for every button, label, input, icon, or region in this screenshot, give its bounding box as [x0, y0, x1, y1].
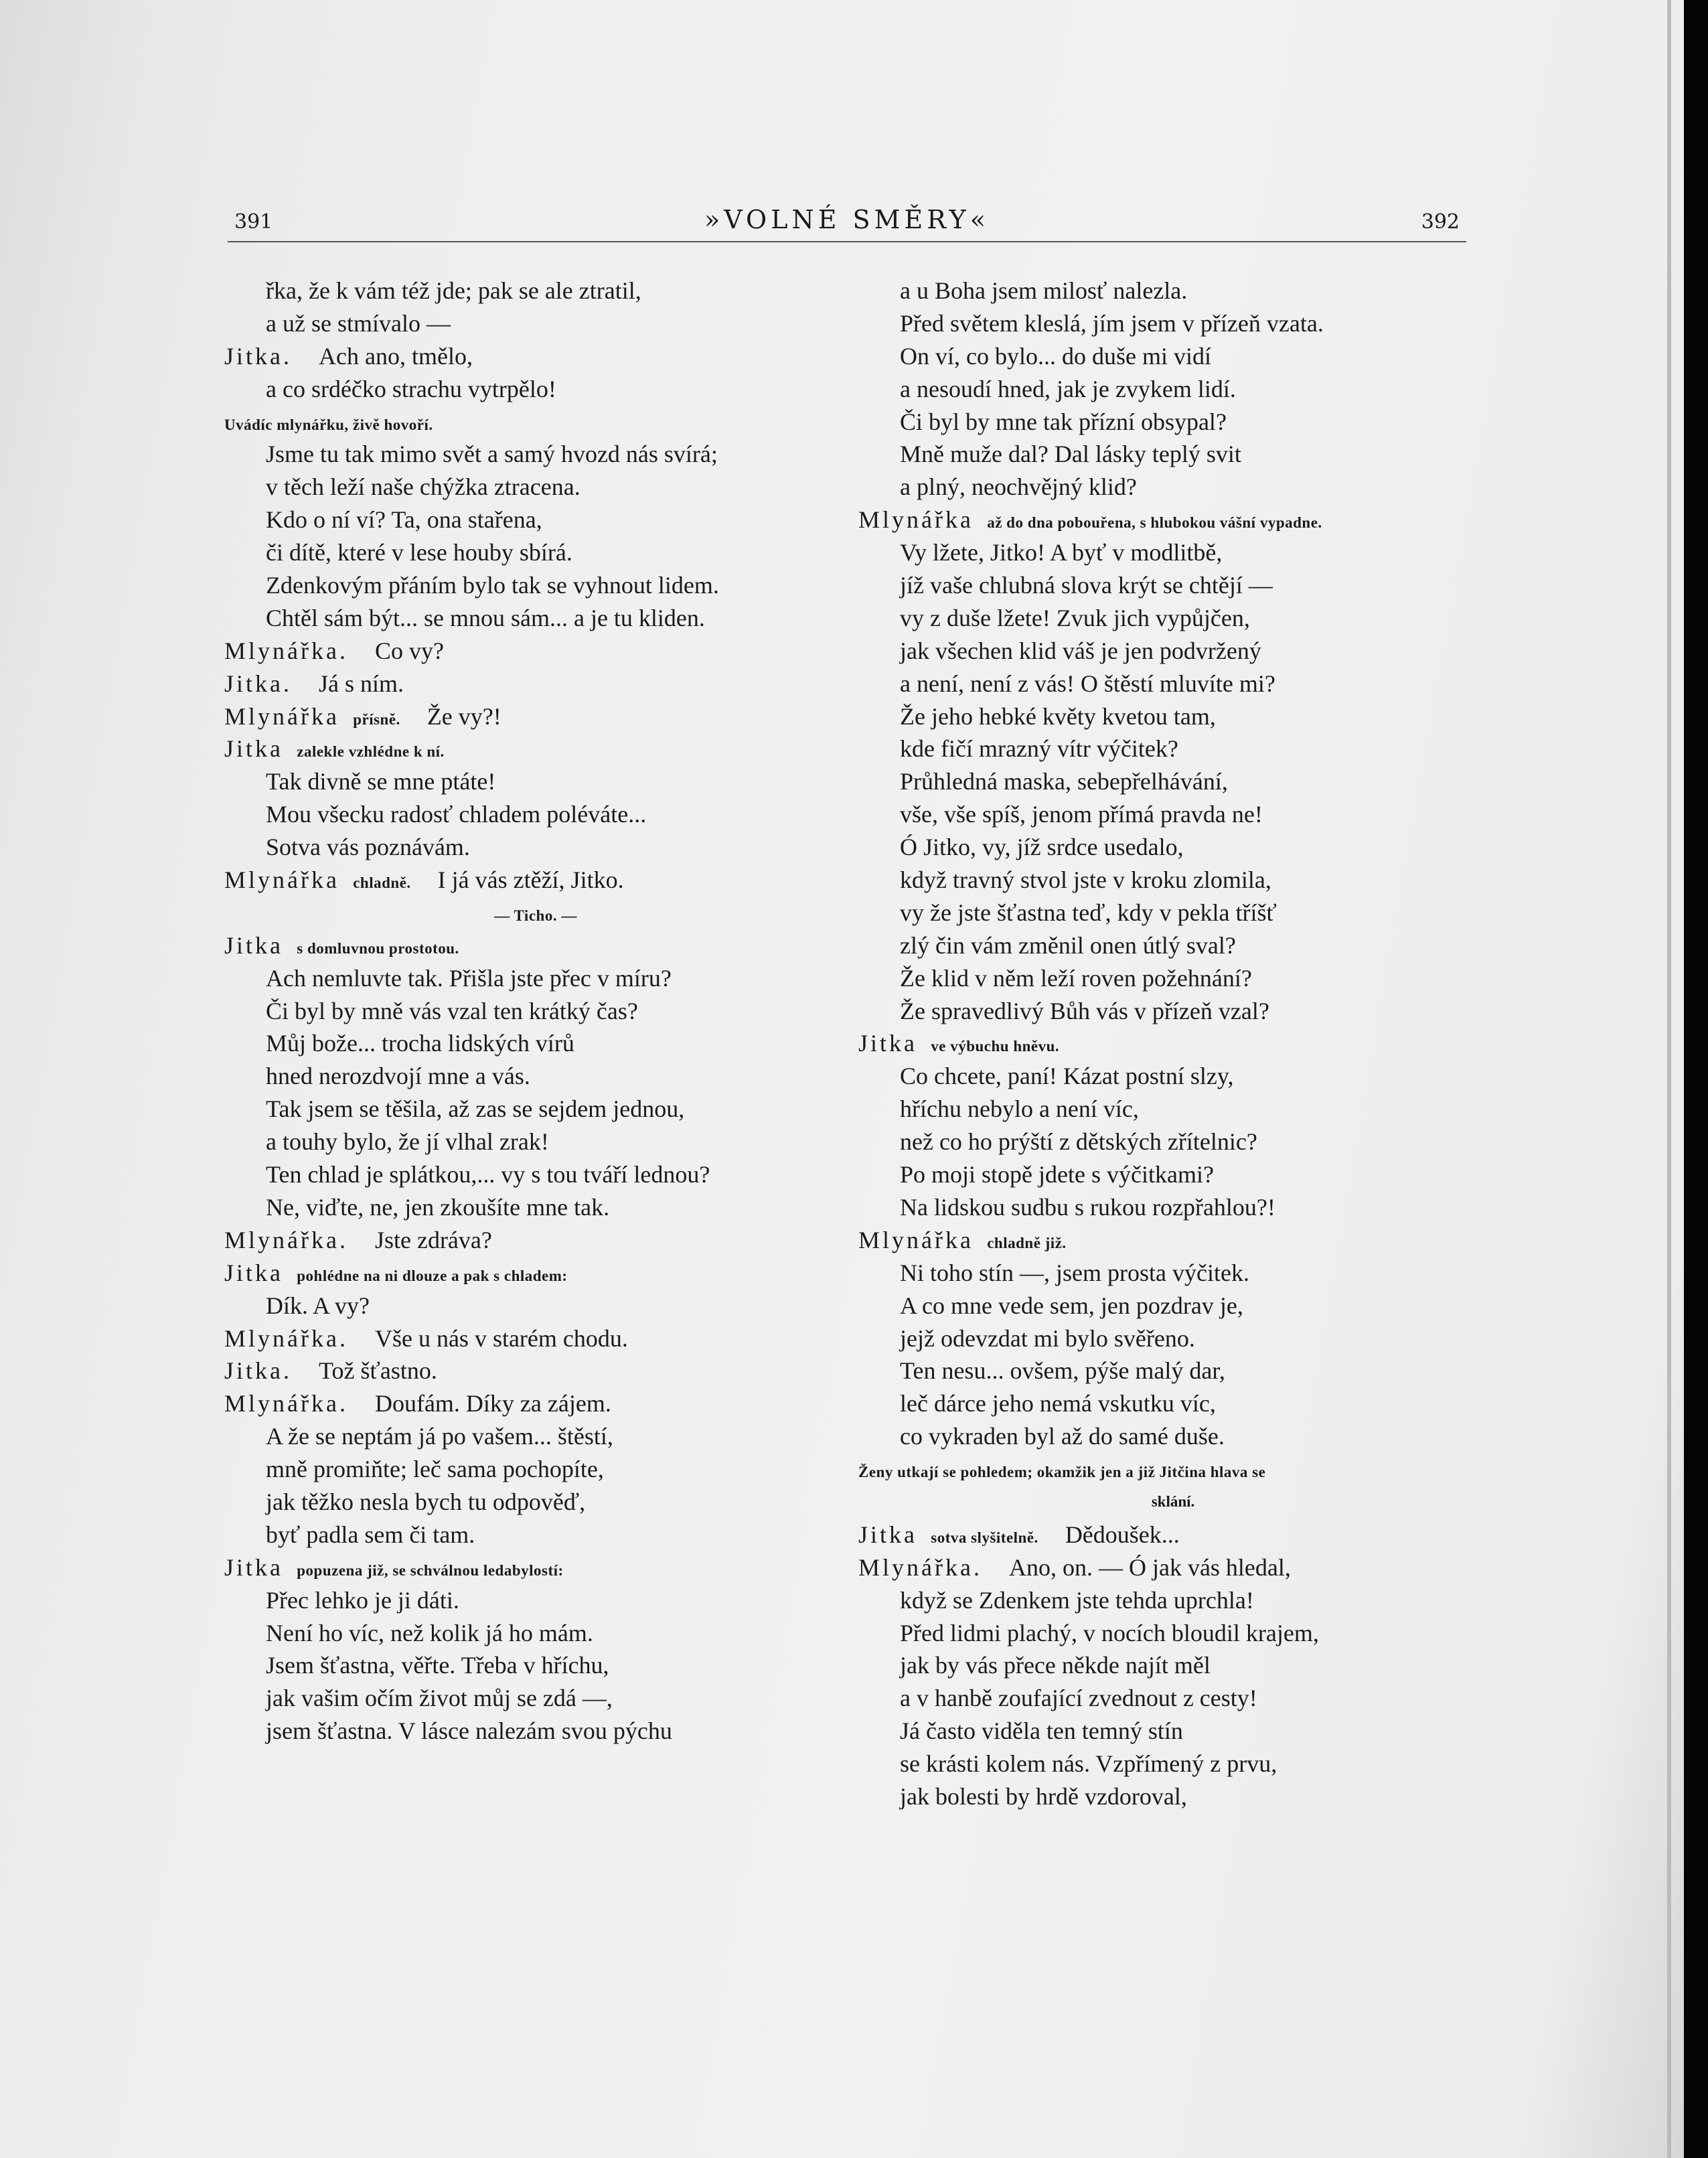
text-line: [858, 1290, 1488, 1322]
text-line: [858, 340, 1488, 373]
verse-text: Kdo o ní ví? Ta, ona stařena,: [266, 506, 542, 534]
verse-text: Ach ano, tmělo,: [319, 342, 473, 370]
text-line: [224, 1420, 847, 1453]
text-line: [224, 765, 847, 798]
text-line: [858, 1486, 1488, 1519]
verse-text: Co vy?: [374, 637, 444, 664]
text-line: [858, 1322, 1488, 1355]
verse-text: řka, že k vám též jde; pak se ale ztratil,: [266, 277, 641, 304]
text-line: [224, 1486, 847, 1519]
text-line: [858, 635, 1488, 668]
speaker-name: Mlynářka: [858, 1226, 974, 1253]
text-line: [224, 1290, 847, 1322]
text-line: [224, 1519, 847, 1551]
speaker-name: Mlynářka: [858, 506, 974, 534]
verse-text: Ano, on. — Ó jak vás hledal,: [1008, 1553, 1291, 1581]
speaker-name: Jitka: [858, 1521, 917, 1548]
verse-text: a u Boha jsem milosť nalezla.: [900, 277, 1188, 304]
verse-text: Já často viděla ten temný stín: [900, 1717, 1183, 1745]
text-line: [858, 1060, 1488, 1093]
text-line: [858, 1715, 1488, 1748]
text-line: [858, 831, 1488, 864]
text-line: [224, 307, 847, 340]
text-line: [858, 1617, 1488, 1650]
text-line: [224, 1682, 847, 1715]
text-line: [858, 1551, 1488, 1584]
text-line: [858, 897, 1488, 929]
right-column: [858, 275, 1488, 1813]
text-line: [858, 536, 1488, 569]
text-line: [858, 504, 1488, 536]
text-line: [224, 962, 847, 995]
text-line: [858, 1093, 1488, 1126]
text-line: [858, 1780, 1488, 1813]
verse-text: Jsem šťastna, věřte. Třeba v hříchu,: [266, 1652, 609, 1679]
verse-text: On ví, co bylo... do duše mi vidí: [900, 342, 1211, 370]
stage-direction: popuzena již, se schválnou ledabylostí:: [293, 1561, 564, 1579]
speaker-name: Mlynářka.: [858, 1553, 982, 1581]
verse-text: hned nerozdvojí mne a vás.: [266, 1063, 530, 1090]
verse-text: jíž vaše chlubná slova krýt se chtějí —: [900, 572, 1273, 599]
text-line: [858, 765, 1488, 798]
verse-text: Že klid v něm leží roven požehnání?: [900, 964, 1252, 992]
verse-text: Ach nemluvte tak. Přišla jste přec v míru?: [266, 964, 672, 992]
verse-text: Ni toho stín —, jsem prosta výčitek.: [900, 1259, 1249, 1286]
verse-text: jejž odevzdat mi bylo svěřeno.: [900, 1324, 1195, 1352]
verse-text: I já vás ztěží, Jitko.: [437, 866, 624, 894]
stage-direction: chladně.: [348, 874, 411, 892]
stage-direction: s domluvnou prostotou.: [293, 939, 459, 957]
text-line: [858, 864, 1488, 897]
stage-direction: chladně již.: [982, 1234, 1067, 1251]
verse-text: A co mne vede sem, jen pozdrav je,: [900, 1292, 1243, 1319]
text-line: [224, 1158, 847, 1191]
text-line: [224, 1715, 847, 1748]
stage-direction: ve výbuchu hněvu.: [927, 1038, 1060, 1055]
text-line: [858, 1158, 1488, 1191]
text-line: [224, 1126, 847, 1158]
text-line: [858, 1387, 1488, 1420]
speaker-name: Mlynářka.: [224, 637, 348, 664]
verse-text: mně promiňte; leč sama pochopíte,: [266, 1456, 604, 1483]
text-line: [224, 1551, 847, 1584]
verse-text: Na lidskou sudbu s rukou rozpřahlou?!: [900, 1193, 1275, 1221]
verse-text: co vykraden byl až do samé duše.: [900, 1423, 1225, 1450]
verse-text: Mně muže dal? Dal lásky teplý svit: [900, 441, 1241, 468]
verse-text: a nesoudí hned, jak je zvykem lidí.: [900, 375, 1236, 402]
verse-text: než co ho prýští z dětských zřítelnic?: [900, 1128, 1257, 1156]
verse-text: Tak jsem se těšila, až zas se sejdem jednou,: [266, 1095, 685, 1123]
verse-text: Dědoušek...: [1065, 1521, 1180, 1548]
verse-text: kde fičí mrazný vítr výčitek?: [900, 735, 1178, 763]
text-line: [858, 406, 1488, 439]
text-line: [858, 1420, 1488, 1453]
verse-text: leč dárce jeho nemá vskutku víc,: [900, 1390, 1216, 1417]
verse-text: Po moji stopě jdete s výčitkami?: [900, 1161, 1214, 1188]
verse-text: Můj bože... trocha lidských vírů: [266, 1030, 574, 1057]
verse-text: Tož šťastno.: [319, 1357, 437, 1385]
text-line: [858, 1191, 1488, 1224]
speaker-name: Mlynářka: [224, 702, 339, 730]
text-line: [224, 864, 847, 897]
text-line: [224, 1617, 847, 1650]
verse-text: Ó Jitko, vy, jíž srdce usedalo,: [900, 834, 1184, 861]
text-line: [224, 1257, 847, 1290]
left-column: [224, 275, 847, 1748]
verse-text: Že spravedlivý Bůh vás v přízeň vzal?: [900, 997, 1269, 1024]
text-line: [858, 1682, 1488, 1715]
text-line: [224, 733, 847, 765]
text-line: [858, 1748, 1488, 1780]
text-line: [224, 897, 847, 929]
text-line: [858, 995, 1488, 1028]
verse-text: Co chcete, paní! Kázat postní slzy,: [900, 1063, 1234, 1090]
text-line: [858, 307, 1488, 340]
speaker-name: Mlynářka.: [224, 1324, 348, 1352]
verse-text: Dík. A vy?: [266, 1292, 370, 1319]
speaker-name: Jitka.: [224, 342, 292, 370]
text-line: [224, 438, 847, 471]
verse-text: Vše u nás v starém chodu.: [374, 1324, 628, 1352]
verse-text: a co srdéčko strachu vytrpělo!: [266, 375, 556, 402]
verse-text: jak všechen klid váš je jen podvržený: [900, 637, 1261, 664]
verse-text: se krásti kolem nás. Vzpřímený z prvu,: [900, 1750, 1277, 1778]
speaker-name: Jitka: [224, 931, 283, 959]
speaker-name: Mlynářka: [224, 866, 339, 894]
text-line: [224, 929, 847, 962]
verse-text: Mou všecku radosť chladem poléváte...: [266, 801, 647, 828]
verse-text: Před lidmi plachý, v nocích bloudil krajem,: [900, 1619, 1319, 1646]
verse-text: Není ho víc, než kolik já ho mám.: [266, 1619, 593, 1646]
verse-text: jak by vás přece někde najít měl: [900, 1652, 1211, 1679]
verse-text: Ne, viďte, ne, jen zkoušíte mne tak.: [266, 1193, 610, 1221]
text-line: [224, 504, 847, 536]
verse-text: Před světem kleslá, jím jsem v přízeň vzata.: [900, 309, 1324, 337]
speaker-name: Jitka.: [224, 1357, 292, 1385]
verse-text: Že vy?!: [426, 702, 501, 730]
verse-text: hříchu nebylo a není víc,: [900, 1095, 1139, 1123]
verse-text: Či byl by mne tak přízní obsypal?: [900, 408, 1227, 435]
verse-text: Ten chlad je splátkou,... vy s tou tváří lednou?: [266, 1161, 710, 1188]
text-line: [858, 700, 1488, 733]
verse-text: vy že jste šťastna teď, kdy v pekla tříšť: [900, 899, 1277, 926]
verse-text: jak bolesti by hrdě vzdoroval,: [900, 1782, 1187, 1810]
text-line: [224, 1060, 847, 1093]
verse-text: či dítě, které v lese houby sbírá.: [266, 539, 572, 566]
text-line: [224, 602, 847, 635]
verse-text: Jsme tu tak mimo svět a samý hvozd nás svírá;: [266, 441, 718, 468]
verse-text: Sotva vás poznávám.: [266, 834, 470, 861]
speaker-name: Jitka: [224, 1259, 283, 1286]
text-line: [224, 275, 847, 307]
text-line: [858, 668, 1488, 700]
text-line: [224, 1322, 847, 1355]
verse-text: když se Zdenkem jste tehda uprchla!: [900, 1586, 1254, 1614]
text-line: [858, 1257, 1488, 1290]
verse-text: vy z duše lžete! Zvuk jich vypůjčen,: [900, 604, 1250, 631]
text-line: [858, 962, 1488, 995]
text-line: [224, 1387, 847, 1420]
text-line: [224, 340, 847, 373]
verse-text: Že jeho hebké květy kvetou tam,: [900, 702, 1216, 730]
page-number-left: 391: [234, 210, 273, 234]
text-line: [224, 373, 847, 406]
verse-text: vše, vše spíš, jenom přímá pravda ne!: [900, 801, 1263, 828]
running-header: [228, 201, 1466, 242]
verse-text: A že se neptám já po vašem... štěstí,: [266, 1423, 613, 1450]
journal-title: »VOLNÉ SMĚRY«: [704, 205, 990, 234]
verse-text: Jste zdráva?: [374, 1226, 492, 1253]
verse-text: Tak divně se mne ptáte!: [266, 768, 496, 795]
verse-text: Vy lžete, Jitko! A byť v modlitbě,: [900, 539, 1223, 566]
verse-text: a už se stmívalo —: [266, 309, 451, 337]
text-line: [858, 798, 1488, 831]
text-line: [224, 406, 847, 439]
text-line: [224, 1224, 847, 1257]
speaker-name: Jitka: [224, 1553, 283, 1581]
stage-direction: zalekle vzhlédne k ní.: [293, 743, 445, 761]
text-line: [858, 602, 1488, 635]
speaker-name: Jitka: [858, 1030, 917, 1057]
text-line: [858, 1126, 1488, 1158]
text-line: [224, 1453, 847, 1486]
stage-direction: přísně.: [348, 710, 400, 728]
text-line: [858, 1584, 1488, 1617]
speaker-name: Mlynářka.: [224, 1390, 348, 1417]
text-line: [224, 700, 847, 733]
verse-text: a plný, neochvějný klid?: [900, 473, 1137, 501]
stage-direction: Ženy utkají se pohledem; okamžik jen a již Jitčina hlava se: [858, 1464, 1266, 1481]
page-edge: [1667, 0, 1671, 2158]
text-line: [858, 1453, 1488, 1486]
text-line: [224, 635, 847, 668]
text-line: [858, 1027, 1488, 1060]
text-line: [224, 1649, 847, 1682]
text-line: [224, 831, 847, 864]
text-line: [224, 995, 847, 1028]
text-line: [858, 569, 1488, 602]
stage-direction: sklání.: [1151, 1492, 1195, 1510]
text-line: [858, 1224, 1488, 1257]
verse-text: Zdenkovým přáním bylo tak se vyhnout lidem.: [266, 572, 719, 599]
verse-text: a není, není z vás! O štěstí mluvíte mi?: [900, 670, 1275, 697]
verse-text: a touhy bylo, že jí vlhal zrak!: [266, 1128, 549, 1156]
verse-text: Doufám. Díky za zájem.: [374, 1390, 611, 1417]
verse-text: Průhledná maska, sebepřelhávání,: [900, 768, 1228, 795]
text-line: [224, 798, 847, 831]
text-line: [858, 275, 1488, 307]
verse-text: v těch leží naše chýžka ztracena.: [266, 473, 580, 501]
text-line: [224, 668, 847, 700]
text-line: [224, 1355, 847, 1387]
text-line: [858, 1649, 1488, 1682]
verse-text: Chtěl sám být... se mnou sám... a je tu kliden.: [266, 604, 705, 631]
text-line: [858, 438, 1488, 471]
verse-text: zlý čin vám změnil onen útlý sval?: [900, 931, 1236, 959]
verse-text: Přec lehko je ji dáti.: [266, 1586, 459, 1614]
speaker-name: Mlynářka.: [224, 1226, 348, 1253]
verse-text: Ten nesu... ovšem, pýše malý dar,: [900, 1357, 1225, 1385]
text-line: [224, 471, 847, 504]
text-line: [858, 1355, 1488, 1387]
text-line: [224, 1191, 847, 1224]
speaker-name: Jitka.: [224, 670, 292, 697]
stage-direction: sotva slyšitelně.: [927, 1529, 1038, 1546]
stage-direction: až do dna pobouřena, s hlubokou vášní vypadne.: [982, 514, 1322, 532]
text-line: [858, 471, 1488, 504]
verse-text: Já s ním.: [319, 670, 404, 697]
text-line: [224, 569, 847, 602]
verse-text: Či byl by mně vás vzal ten krátký čas?: [266, 997, 638, 1024]
stage-direction: Uvádíc mlynářku, živě hovoří.: [224, 416, 433, 433]
text-line: [858, 929, 1488, 962]
page-number-right: 392: [1421, 210, 1460, 234]
text-line: [224, 1027, 847, 1060]
verse-text: jak těžko nesla bych tu odpověď,: [266, 1488, 586, 1515]
speaker-name: Jitka: [224, 735, 283, 763]
verse-text: byť padla sem či tam.: [266, 1521, 475, 1548]
text-line: [224, 536, 847, 569]
verse-text: jak vašim očím život můj se zdá —,: [266, 1685, 613, 1712]
stage-direction: pohlédne na ni dlouze a pak s chladem:: [293, 1267, 568, 1284]
text-line: [224, 1584, 847, 1617]
text-line: [858, 733, 1488, 765]
verse-text: jsem šťastna. V lásce nalezám svou pýchu: [266, 1717, 672, 1745]
verse-text: když travný stvol jste v kroku zlomila,: [900, 866, 1271, 894]
text-line: [224, 1093, 847, 1126]
text-line: [858, 1519, 1488, 1551]
verse-text: a v hanbě zoufající zvednout z cesty!: [900, 1685, 1257, 1712]
text-line: [858, 373, 1488, 406]
stage-direction: — Ticho. —: [494, 907, 577, 924]
